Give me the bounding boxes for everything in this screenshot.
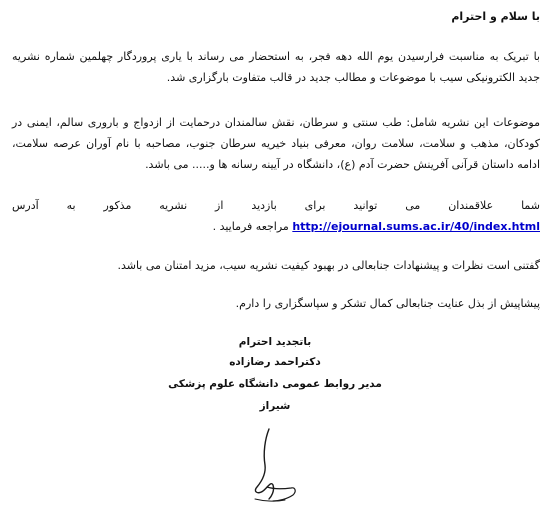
- address-text-before: شما علاقمندان می توانید برای بازدید از نشریه مذکور به آدرس: [12, 199, 540, 212]
- signature-title: مدیر روابط عمومی دانشگاه علوم پزشکی: [168, 378, 382, 390]
- signature-regards: باتجدید احترام: [238, 336, 312, 348]
- handwritten-signature: [235, 425, 305, 505]
- signature-name: دکتراحمد رضازاده: [229, 356, 321, 368]
- letter-paragraph-topics: موضوعات این نشریه شامل: طب سنتی و سرطان، نقش سالمندان درحمایت از ازدواج و باروری سالم، ایمنی در کودکان، مذهب و سلامت، سلامت روان، معرفی بنیاد خیریه سرطان جنوب، مصاحبه با نام آوران عرصه سلامت، ادامه داستان قرآنی آفرینش حضرت آدم (ع)، دانشگاه در آیینه رسانه ها و..... می باشد.: [12, 116, 540, 171]
- letter-paragraph-address: [12, 195, 540, 237]
- letter-paragraph-announcement: با تبریک به مناسبت فرارسیدن یوم الله دهه فجر، به استحضار می رساند با یاری پروردگار چهلمین شماره نشریه جدید الکترونیکی سیب با موضوعات و مطالب جدید در قالب متفاوت بارگزاری شد.: [12, 50, 540, 84]
- letter-greeting: با سلام و احترام: [451, 10, 540, 23]
- letter-paragraph-feedback: گفتنی است نظرات و پیشنهادات جنابعالی در بهبود کیفیت نشریه سیب، مزید امتنان می باشد.: [117, 259, 540, 272]
- signature-city: شیراز: [259, 400, 291, 412]
- ejournal-link[interactable]: http://ejournal.sums.ac.ir/40/index.html: [292, 220, 540, 233]
- letter-paragraph-thanks: پیشاپیش از بذل عنایت جنابعالی کمال تشکر و سپاسگزاری را دارم.: [235, 297, 540, 310]
- address-text-after: مراجعه فرمایید .: [212, 220, 289, 233]
